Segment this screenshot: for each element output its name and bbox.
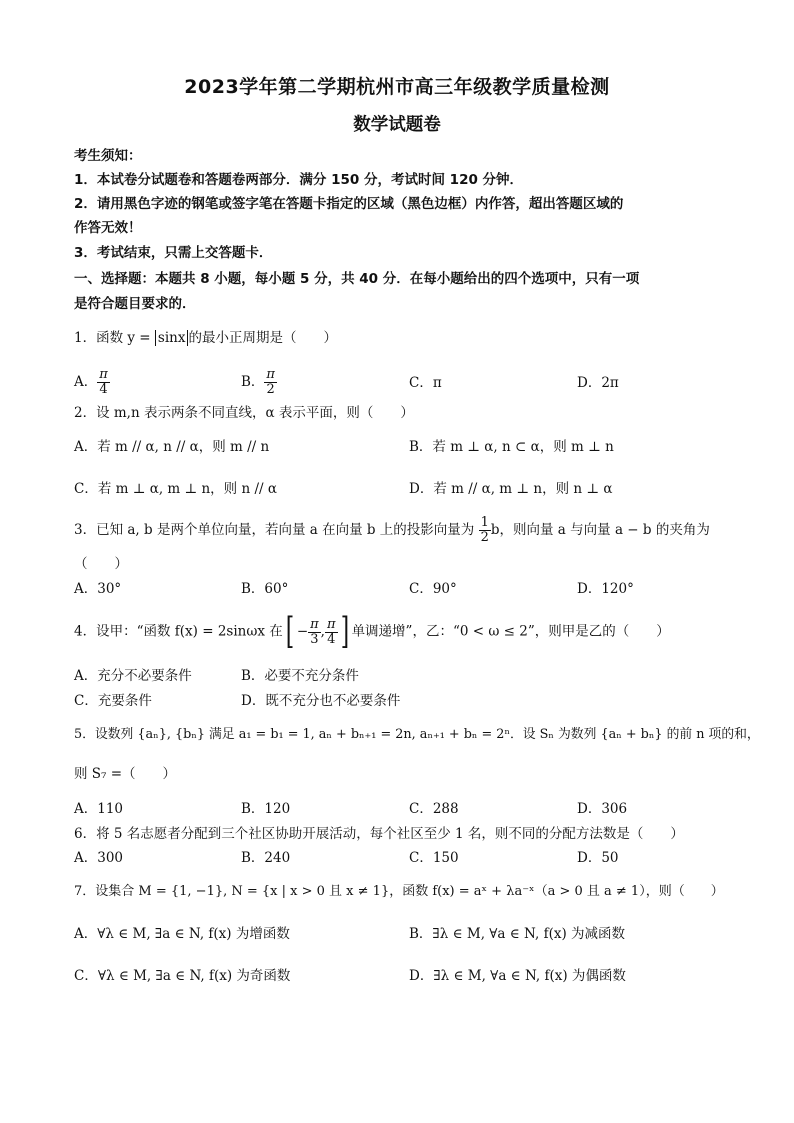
q6-option-d: D．50 — [577, 850, 619, 866]
notice-item-2a: 2．请用黑色字迹的钢笔或签字笔在答题卡指定的区域（黑色边框）内作答，超出答题区域的 — [74, 196, 624, 212]
notice-item-2b: 作答无效！ — [74, 220, 142, 236]
question-4-stem: 4．设甲：“函数 f(x) = 2sinωx 在[ − $\frac{\pi}{3}$ , $\frac{\pi}{4}$ ] 单调递增”，乙：“0 < ω ≤ 2”，则甲是乙的（ ） — [74, 611, 670, 652]
q2-option-a: A．若 m // α, n // α，则 m // n — [74, 439, 270, 455]
q5-option-d: D．306 — [577, 801, 628, 817]
q4-option-c: C．充要条件 — [74, 693, 152, 709]
question-1-stem — [74, 328, 724, 348]
question-6-stem: 6．将 5 名志愿者分配到三个社区协助开展活动，每个社区至少 1 名，则不同的分配方法数是（ ） — [74, 826, 684, 842]
q4-option-d: D．既不充分也不必要条件 — [241, 693, 401, 709]
q4-interval-left: $\frac{\pi}{3}$ — [310, 616, 319, 647]
q3-fraction: $\frac{1}{2}$ — [480, 515, 489, 545]
section-heading-2: 是符合题目要求的． — [74, 296, 196, 312]
q3-option-a: A．30° — [74, 581, 122, 597]
q6-option-b: B．240 — [241, 850, 291, 866]
q7-option-b: B．∃λ ∈ M, ∀a ∈ N, f(x) 为减函数 — [409, 926, 626, 942]
q5-option-a: A．110 — [74, 801, 124, 817]
notice-heading: 考生须知： — [74, 148, 142, 164]
notice-item-3: 3．考试结束，只需上交答题卡． — [74, 245, 273, 261]
q1-option-c: C．π — [409, 375, 442, 391]
q6-option-a: A．300 — [74, 850, 124, 866]
question-5-stem-2: 则 S₇ =（ ） — [74, 766, 177, 782]
question-3-stem: 3．已知 a, b 是两个单位向量，若向量 a 在向量 b 上的投影向量为 $\frac{1}{2}$ b，则向量 a 与向量 a − b 的夹角为 — [74, 515, 710, 545]
q1-option-d: D．2π — [577, 375, 619, 391]
notice-item-1: 1．本试卷分试题卷和答题卷两部分．满分 150 分，考试时间 120 分钟． — [74, 172, 524, 188]
q7-option-d: D．∃λ ∈ M, ∀a ∈ N, f(x) 为偶函数 — [409, 968, 626, 984]
q2-option-c: C．若 m ⊥ α, m ⊥ n，则 n // α — [74, 481, 277, 497]
q1-post: 的最小正周期是（ ） — [188, 330, 337, 346]
q6-option-c: C．150 — [409, 850, 459, 866]
q1-b-fraction: $\frac{\pi}{2}$ — [266, 367, 275, 397]
q7-option-a: A．∀λ ∈ M, ∃a ∈ N, f(x) 为增函数 — [74, 926, 290, 942]
q2-option-d: D．若 m // α, m ⊥ n，则 n ⊥ α — [409, 481, 613, 497]
q3-option-d: D．120° — [577, 581, 634, 597]
q3-option-b: B．60° — [241, 581, 289, 597]
exam-title: 2023学年第二学期杭州市高三年级教学质量检测 — [184, 76, 610, 98]
q3-paren: （ ） — [74, 556, 128, 572]
q2-option-b: B．若 m ⊥ α, n ⊂ α，则 m ⊥ n — [409, 439, 614, 455]
q1-option-b: B． $\frac{\pi}{2}$ — [241, 367, 275, 397]
q4-interval-right: $\frac{\pi}{4}$ — [326, 616, 336, 647]
q1-a-fraction: $\frac{\pi}{4}$ — [99, 367, 108, 397]
q5-option-c: C．288 — [409, 801, 459, 817]
q7-option-c: C．∀λ ∈ M, ∃a ∈ N, f(x) 为奇函数 — [74, 968, 291, 984]
q1-option-a: A． $\frac{\pi}{4}$ — [74, 367, 108, 397]
q3-option-c: C．90° — [409, 581, 457, 597]
question-7-stem: 7．设集合 M = {1, −1}, N = {x | x > 0 且 x ≠ 1}，函数 f(x) = aˣ + λa⁻ˣ（a > 0 且 a ≠ 1），则（ ） — [74, 884, 724, 899]
q4-option-a: A．充分不必要条件 — [74, 668, 192, 684]
question-5-stem: 5．设数列 {aₙ}, {bₙ} 满足 a₁ = b₁ = 1, aₙ + bₙ₊₁ = 2n, aₙ₊₁ + bₙ = 2ⁿ．设 Sₙ 为数列 {aₙ + bₙ} 的前 n 项的和， — [74, 727, 760, 742]
q4-option-b: B．必要不充分条件 — [241, 668, 359, 684]
q1-pre: 1．函数 y = — [74, 330, 155, 346]
section-heading-1: 一、选择题：本题共 8 小题，每小题 5 分，共 40 分．在每小题给出的四个选项中，只有一项 — [74, 271, 640, 287]
exam-subtitle: 数学试题卷 — [353, 115, 441, 135]
q1-abs: sinx — [155, 330, 189, 346]
q5-option-b: B．120 — [241, 801, 291, 817]
question-2-stem: 2．设 m,n 表示两条不同直线，α 表示平面，则（ ） — [74, 405, 414, 421]
